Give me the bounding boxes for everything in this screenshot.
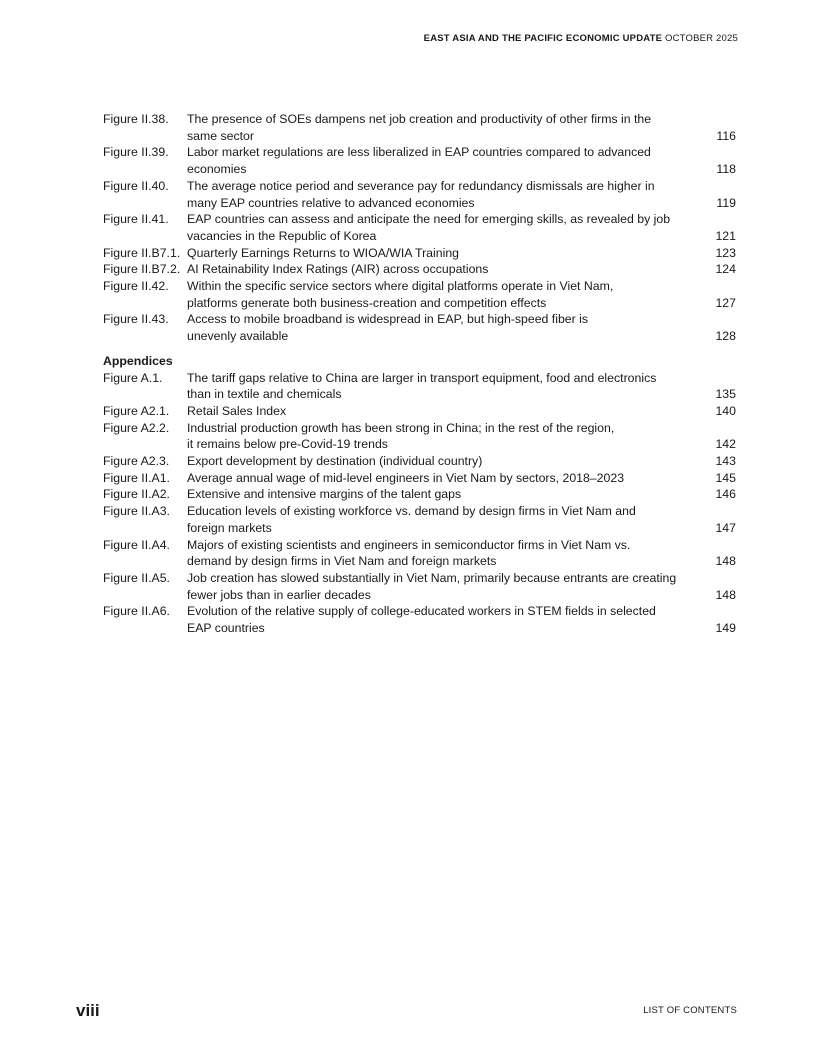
figure-title [187, 486, 696, 503]
figure-title-line: many EAP countries relative to advanced economies [187, 195, 475, 210]
figure-title-line: economies [187, 162, 247, 177]
figure-label: Figure II.A2. [103, 487, 170, 502]
figure-list-main [103, 111, 736, 345]
figure-title-line: Education levels of existing workforce vs. demand by design firms in Viet Nam and [187, 504, 636, 519]
figure-title [187, 144, 696, 177]
page-reference: 127 [715, 295, 736, 310]
figure-label: Figure II.B7.2. [103, 262, 181, 277]
figure-title-line: platforms generate both business-creation and competition effects [187, 295, 547, 310]
page-reference: 116 [716, 128, 736, 143]
toc-entry[interactable] [103, 420, 736, 453]
page-reference: 124 [715, 262, 736, 277]
figure-title [187, 420, 696, 453]
report-title: EAST ASIA AND THE PACIFIC ECONOMIC UPDATE [423, 33, 663, 44]
figure-label: Figure II.40. [103, 178, 169, 193]
page-reference: 143 [715, 454, 736, 469]
figure-title-line: EAP countries [187, 621, 265, 636]
toc-entry[interactable] [103, 503, 736, 536]
toc-entry[interactable] [103, 570, 736, 603]
toc-entry[interactable] [103, 470, 736, 487]
page-reference: 128 [715, 329, 736, 344]
figure-title-line: The tariff gaps relative to China are larger in transport equipment, food and electronics [187, 370, 657, 385]
toc-entry[interactable] [103, 453, 736, 470]
footer-section-label: LIST OF CONTENTS [643, 1005, 737, 1016]
figure-title-line: it remains below pre-Covid-19 trends [187, 437, 388, 452]
figure-label: Figure II.A4. [103, 537, 170, 552]
toc-entry[interactable] [103, 111, 736, 144]
page-reference: 121 [715, 228, 736, 243]
figure-label: Figure A2.1. [103, 403, 170, 418]
page-reference: 148 [715, 554, 736, 569]
figure-label: Figure II.38. [103, 112, 169, 126]
figure-label: Figure II.B7.1. [103, 245, 181, 260]
figure-title-line: AI Retainability Index Ratings (AIR) across occupations [187, 262, 489, 277]
figure-title [187, 370, 696, 403]
figure-title [187, 311, 696, 344]
figure-title [187, 470, 696, 487]
figure-title [187, 111, 696, 144]
figure-title-line: unevenly available [187, 329, 289, 344]
page-reference: 146 [715, 487, 736, 502]
figure-title-line: Labor market regulations are less liberalized in EAP countries compared to advanced [187, 145, 651, 160]
figure-label: Figure A2.2. [103, 420, 170, 435]
figure-title-line: Quarterly Earnings Returns to WIOA/WIA Training [187, 245, 459, 260]
page-reference: 118 [716, 162, 736, 177]
page-reference: 147 [715, 520, 736, 535]
toc-entry[interactable] [103, 537, 736, 570]
figure-title [187, 261, 696, 278]
figure-title-line: than in textile and chemicals [187, 387, 342, 402]
page-reference: 123 [715, 245, 736, 260]
toc-entry[interactable] [103, 403, 736, 420]
figure-title-line: Access to mobile broadband is widespread in EAP, but high-speed fiber is [187, 312, 589, 327]
toc-entry[interactable] [103, 486, 736, 503]
figure-label: Figure II.A1. [103, 470, 170, 485]
toc-entry[interactable] [103, 261, 736, 278]
figure-title-line: fewer jobs than in earlier decades [187, 587, 371, 602]
running-header [424, 33, 738, 44]
figure-label: Figure II.A5. [103, 570, 170, 585]
figure-title [187, 178, 696, 211]
appendices-heading: Appendices [103, 353, 173, 368]
figure-label: Figure II.41. [103, 212, 169, 227]
toc-entry[interactable] [103, 278, 736, 311]
figure-label: Figure II.42. [103, 279, 169, 294]
toc-entry[interactable] [103, 245, 736, 262]
list-of-figures [103, 111, 736, 637]
figure-label: Figure II.43. [103, 312, 169, 327]
figure-title-line: Average annual wage of mid-level engineers in Viet Nam by sectors, 2018–2023 [187, 470, 625, 485]
figure-title [187, 503, 696, 536]
figure-title-line: foreign markets [187, 520, 272, 535]
figure-title [187, 603, 696, 636]
figure-list-appendices [103, 370, 736, 637]
figure-title-line: same sector [187, 128, 254, 143]
page-reference: 140 [715, 403, 736, 418]
figure-title-line: vacancies in the Republic of Korea [187, 228, 377, 243]
figure-label: Figure II.A6. [103, 604, 170, 619]
page-reference: 149 [715, 621, 736, 636]
page-number: viii [76, 1001, 100, 1020]
figure-title-line: Evolution of the relative supply of college-educated workers in STEM fields in selected [187, 604, 656, 619]
toc-entry[interactable] [103, 144, 736, 177]
page-reference: 145 [715, 470, 736, 485]
figure-title-line: The presence of SOEs dampens net job creation and productivity of other firms in the [187, 112, 652, 126]
toc-entry[interactable] [103, 370, 736, 403]
figure-title [187, 537, 696, 570]
report-date: OCTOBER 2025 [665, 33, 738, 44]
toc-entry[interactable] [103, 311, 736, 344]
figure-title-line: Majors of existing scientists and engineers in semiconductor firms in Viet Nam vs. [187, 537, 631, 552]
figure-title-line: Extensive and intensive margins of the talent gaps [187, 487, 462, 502]
figure-title-line: Export development by destination (individual country) [187, 454, 483, 469]
figure-label: Figure A2.3. [103, 454, 170, 469]
toc-entry[interactable] [103, 178, 736, 211]
figure-title [187, 211, 696, 244]
toc-entry[interactable] [103, 211, 736, 244]
figure-title [187, 570, 696, 603]
page-reference: 119 [716, 195, 736, 210]
toc-entry[interactable] [103, 603, 736, 636]
figure-title-line: EAP countries can assess and anticipate the need for emerging skills, as revealed by job [187, 212, 671, 227]
figure-title [187, 278, 696, 311]
page-reference: 135 [715, 387, 736, 402]
figure-label: Figure II.39. [103, 145, 169, 160]
figure-title [187, 245, 696, 262]
figure-label: Figure A.1. [103, 370, 163, 385]
figure-title-line: Retail Sales Index [187, 403, 287, 418]
figure-title [187, 453, 696, 470]
figure-label: Figure II.A3. [103, 504, 170, 519]
figure-title [187, 403, 696, 420]
page-reference: 142 [715, 437, 736, 452]
figure-title-line: The average notice period and severance pay for redundancy dismissals are higher in [187, 178, 655, 193]
page-reference: 148 [715, 587, 736, 602]
figure-title-line: Industrial production growth has been strong in China; in the rest of the region, [187, 420, 615, 435]
figure-title-line: demand by design firms in Viet Nam and foreign markets [187, 554, 497, 569]
figure-title-line: Within the specific service sectors where digital platforms operate in Viet Nam, [187, 279, 614, 294]
figure-title-line: Job creation has slowed substantially in Viet Nam, primarily because entrants are creating [187, 570, 677, 585]
